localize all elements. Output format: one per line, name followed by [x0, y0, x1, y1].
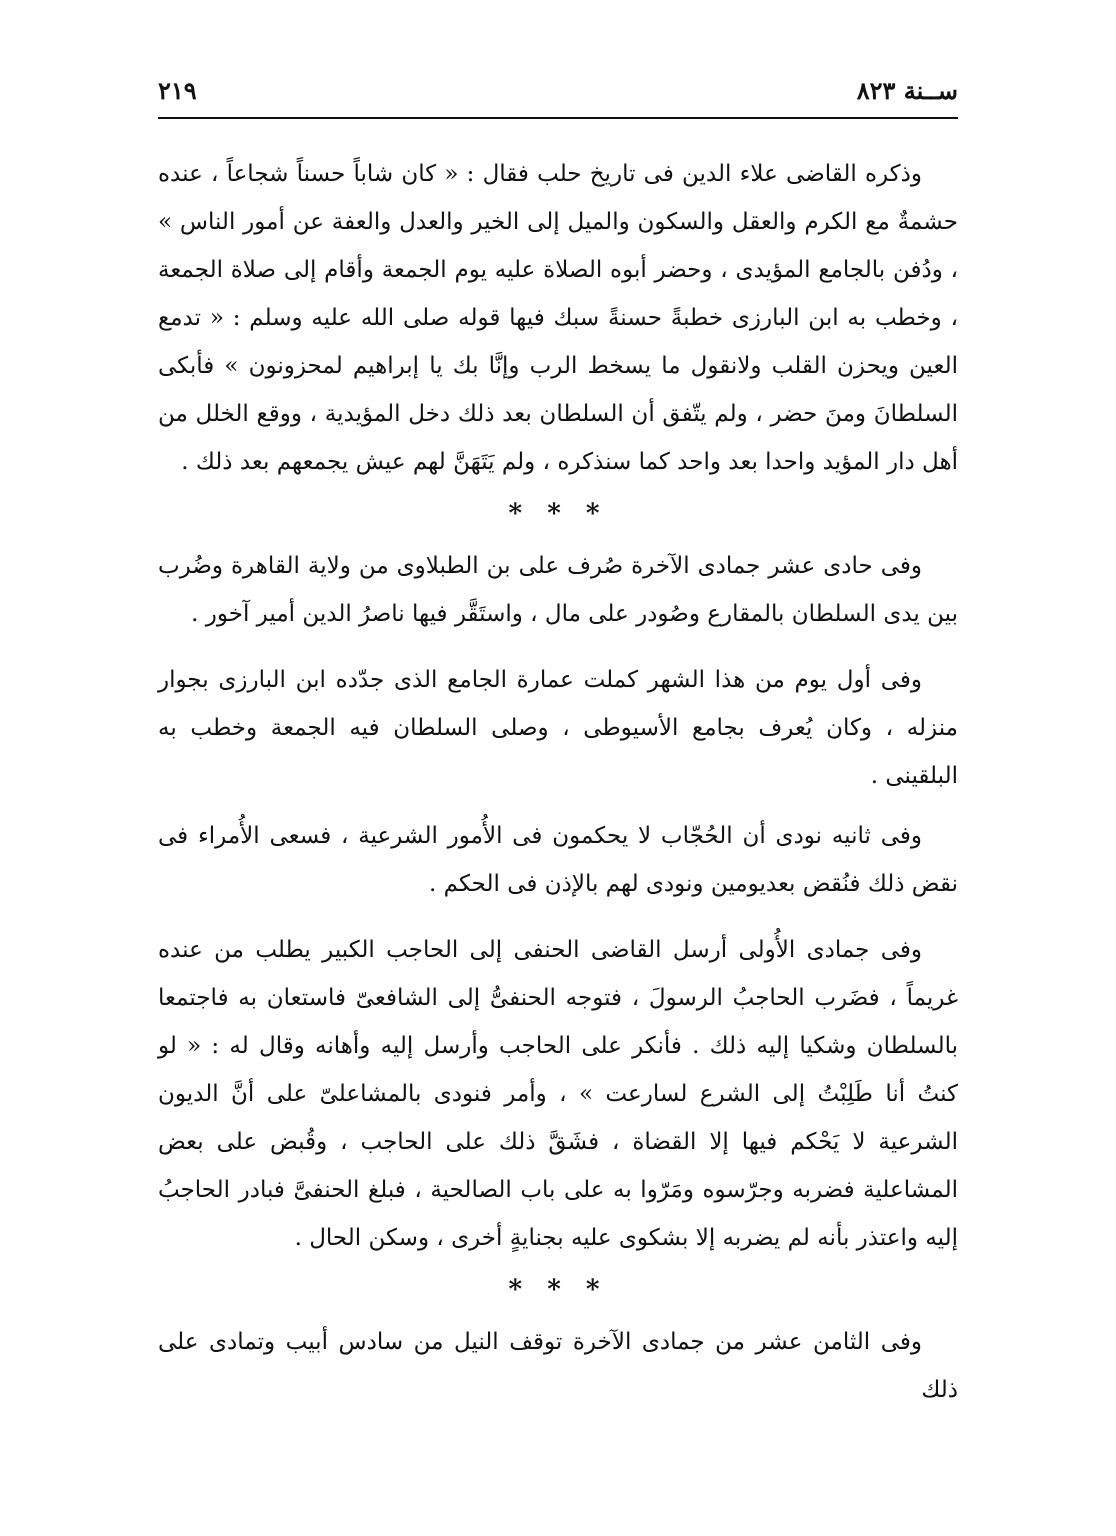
paragraph: وفى أول يوم من هذا الشهر كملت عمارة الجامع الذى جدّده ابن البارزى بجوار منزله ، وكان يُعرف بجامع الأسيوطى ، وصلى السلطان فيه الجمعة وخطب به البلقينى .	[158, 667, 958, 789]
section-separator: * * *	[508, 499, 608, 529]
section-separator: * * *	[508, 1275, 608, 1305]
body-text	[158, 150, 958, 1414]
running-head	[158, 70, 958, 110]
paragraph: وفى جمادى الأُولى أرسل القاضى الحنفى إلى الحاجب الكبير يطلب من عنده غريماً ، فضَرب الحاجبُ الرسولَ ، فتوجه الحنفىُّ إلى الشافعىّ فاستعان به فاجتمعا بالسلطان وشكيا إليه ذلك . فأنكر على الحاجب وأرسل إليه وأهانه وقال له : « لو كنتُ أنا طَلِبْتُ إلى الشرع لسارعت » ، وأمر فنودى بالمشاعلىّ على أنَّ الديون الشرعية لا يَحْكم فيها إلا القضاة ، فشَقَّ ذلك على الحاجب ، وقُبض على بعض المشاعلية فضربه وجرّسوه ومَرّوا به على باب الصالحية ، فبلغ الحنفىَّ فبادر الحاجبُ إليه واعتذر بأنه لم يضربه إلا بشكوى عليه بجنايةٍ أخرى ، وسكن الحال .	[158, 937, 958, 1251]
page-number: ٢١٩	[158, 75, 197, 105]
paragraph: وذكره القاضى علاء الدين فى تاريخ حلب فقال : « كان شاباً حسناً شجاعاً ، عنده حشمةٌ مع الكرم والعقل والسكون والميل إلى الخير والعدل والعفة عن أمور الناس » ، ودُفن بالجامع المؤيدى ، وحضر أبوه الصلاة عليه يوم الجمعة وأقام إلى صلاة الجمعة ، وخطب به ابن البارزى خطبةً حسنةً سبك فيها قوله صلى الله عليه وسلم : « تدمع العين ويحزن القلب ولانقول ما يسخط الرب وإنَّا بك يا إبراهيم لمحزونون » فأبكى السلطانَ ومنَ حضر ، ولم يتّفق أن السلطان بعد ذلك دخل المؤيدية ، ووقع الخلل من أهل دار المؤيد واحدا بعد واحد كما سنذكره ، ولم يَتَهَنَّ لهم عيش يجمعهم بعد ذلك .	[158, 161, 958, 475]
paragraph: وفى ثانيه نودى أن الحُجّاب لا يحكمون فى الأُمور الشرعية ، فسعى الأُمراء فى نقض ذلك فنُقض بعديومين ونودى لهم بالإذن فى الحكم .	[158, 823, 958, 897]
header-rule	[158, 117, 958, 119]
year-heading: ســنة ٨٢٣	[856, 75, 958, 105]
paragraph: وفى الثامن عشر من جمادى الآخرة توقف النيل من سادس أبيب وتمادى على ذلك	[158, 1329, 958, 1403]
paragraph: وفى حادى عشر جمادى الآخرة صُرف على بن الطبلاوى من ولاية القاهرة وضُرب بين يدى السلطان بالمقارع وصُودر على مال ، واستَقَّر فيها ناصرُ الدين أمير آخور .	[158, 553, 958, 627]
